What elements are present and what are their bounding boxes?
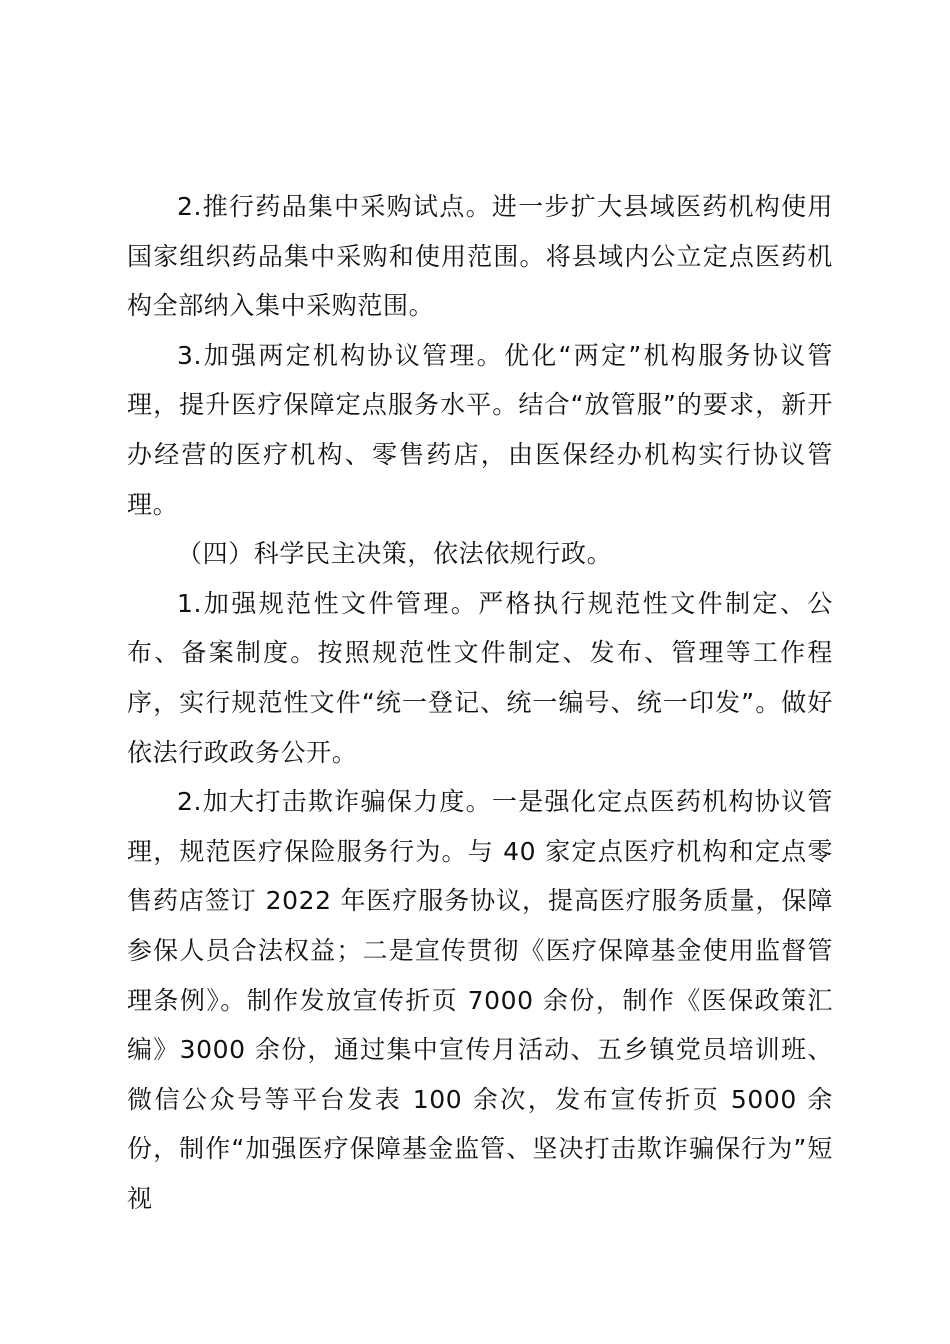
paragraph-anti-fraud: 2.加大打击欺诈骗保力度。一是强化定点医药机构协议管理，规范医疗保险服务行为。与 40 家定点医疗机构和定点零售药店签订 2022 年医疗服务协议，提高医疗服务质量，保障参保人员合法权益；二是宣传贯彻《医疗保障基金使用监督管理条例》。制作发放宣传折页 7000 余份，制作《医保政策汇编》3000 余份，通过集中宣传月活动、五乡镇党员培训班、微信公众号等平台发表 100 余次，发布宣传折页 5000 余份，制作“加强医疗保障基金监管、坚决打击欺诈骗保行为”短视 [127,787,833,1213]
paragraph-agreement-management: 3.加强两定机构协议管理。优化“两定”机构服务协议管理，提升医疗保障定点服务水平。结合“放管服”的要求，新开办经营的医疗机构、零售药店，由医保经办机构实行协议管理。 [127,340,833,519]
section-heading-decision-making: （四）科学民主决策，依法依规行政。 [177,539,613,569]
paragraph-drug-procurement: 2.推行药品集中采购试点。进一步扩大县域医药机构使用国家组织药品集中采购和使用范围。将县域内公立定点医药机构全部纳入集中采购范围。 [127,192,833,321]
document-body [127,182,833,1223]
paragraph-normative-documents: 1.加强规范性文件管理。严格执行规范性文件制定、公布、备案制度。按照规范性文件制定、发布、管理等工作程序，实行规范性文件“统一登记、统一编号、统一印发”。做好依法行政政务公开。 [127,588,833,767]
